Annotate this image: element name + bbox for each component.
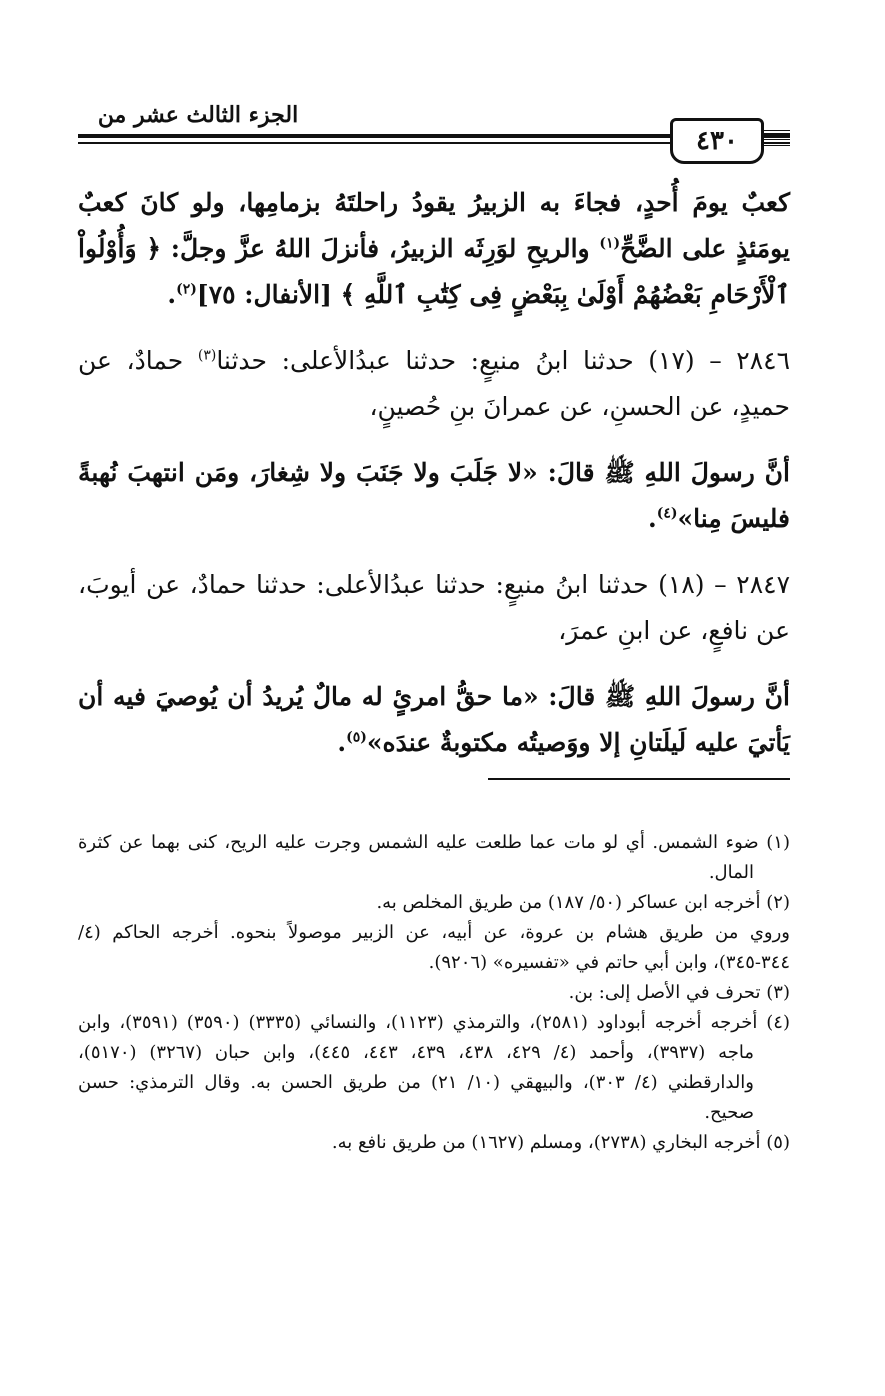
paragraph-2-text: ٢٨٤٦ – (١٧) حدثنا ابنُ منيعٍ: حدثنا عبدُالأعلى: حدثنا: [216, 346, 791, 375]
footnote-1: (١) ضوء الشمس. أي لو مات عما طلعت عليه الشمس وجرت عليه الريح، كنى بهما عن كثرة المال.: [78, 832, 790, 883]
footnote-3: (٣) تحرف في الأصل إلى: بن.: [568, 982, 790, 1003]
paragraph-5-text: أنَّ رسولَ اللهِ ﷺ قالَ: «ما حقُّ امرئٍ له مالٌ يُريدُ أن يُوصيَ فيه أن يَأتيَ عليه لَيلَتانِ إلا ووَصيتُه مكتوبةٌ عندَه»: [78, 682, 790, 757]
paragraph-3-text: أنَّ رسولَ اللهِ ﷺ قالَ: «لا جَلَبَ ولا جَنَبَ ولا شِغارَ، ومَن انتهبَ نُهبةً فليسَ مِنا»: [78, 458, 790, 533]
paragraph-5-end: .: [337, 728, 347, 757]
footnote-ref-3: (٣): [197, 347, 217, 364]
footnote-5: (٥) أخرجه البخاري (٢٧٣٨)، ومسلم (١٦٢٧) من طريق نافع به.: [331, 1132, 790, 1153]
footnote-ref-5: (٥): [346, 729, 367, 746]
paragraph-3-end: .: [647, 504, 657, 533]
paragraph-4-isnad: [78, 562, 790, 654]
paragraph-4-text: ٢٨٤٧ – (١٨) حدثنا ابنُ منيعٍ: حدثنا عبدُالأعلى: حدثنا حمادٌ، عن أيوبَ، عن نافعٍ، عن ابنِ عمرَ،: [78, 570, 790, 645]
footnote-ref-2: (٢): [176, 281, 197, 298]
paragraph-1-text: كعبٌ يومَ أُحدٍ، فجاءَ به الزبيرُ يقودُ راحلتَهُ بزمامِها، ولو كانَ كعبٌ يومَئذٍ على الضَّحِّ: [78, 188, 791, 263]
footnote-2-continued: وروي من طريق هشام بن عروة، عن أبيه، عن الزبير موصولاً بنحوه. أخرجه الحاكم (٤/ ٣٤٤-٣٤٥)، وابن أبي حاتم في «تفسيره» (٩٢٠٦).: [78, 922, 790, 973]
paragraph-5-matn: [78, 674, 790, 766]
header-rule-ornament: [760, 128, 790, 146]
page-header: [78, 96, 790, 158]
paragraph-1: [78, 180, 790, 318]
paragraph-1-text-2: والريحِ لوَرِثَه الزبيرُ، فأنزلَ اللهُ عزَّ وجلَّ: ﴿ وَأُوْلُواْ ٱلْأَرْحَامِ بَعْضُهُمْ أَوْلَىٰ بِبَعْضٍ فِى كِتَٰبِ ٱللَّهِ ﴾ [الأنفال: ٧٥]: [78, 234, 790, 309]
footnote-2: (٢) أخرجه ابن عساكر (٥٠/ ١٨٧) من طريق المخلص به.: [376, 892, 790, 913]
paragraph-2-text-2: حمادٌ، عن حميدٍ، عن الحسنِ، عن عمرانَ بنِ حُصينٍ،: [78, 346, 790, 421]
footnote-separator: [488, 778, 790, 780]
footnotes: [78, 828, 790, 1158]
page-number: ٤٣٠: [670, 118, 764, 164]
main-text: [78, 180, 790, 786]
paragraph-3-matn: [78, 450, 790, 542]
running-head: الجزء الثالث عشر من: [97, 102, 299, 128]
footnote-ref-4: (٤): [656, 505, 678, 522]
paragraph-2-isnad: [78, 338, 790, 430]
paragraph-1-end: .: [167, 280, 177, 309]
footnote-4: (٤) أخرجه أخرجه أبوداود (٢٥٨١)، والترمذي (١١٢٣)، والنسائي (٣٣٣٥) (٣٥٩٠) (٣٥٩١)، وابن ماجه (٣٩٣٧)، وأحمد (٤/ ٤٢٩، ٤٣٨، ٤٣٩، ٤٤٣، ٤٤٥)، وابن حبان (٣٢٦٧) (٥١٧٠)، والدارقطني (٤/ ٣٠٣)، والبيهقي (١٠/ ٢١) من طريق الحسن به. وقال الترمذي: حسن صحيح.: [78, 1012, 790, 1123]
footnote-ref-1: (١): [599, 235, 621, 252]
